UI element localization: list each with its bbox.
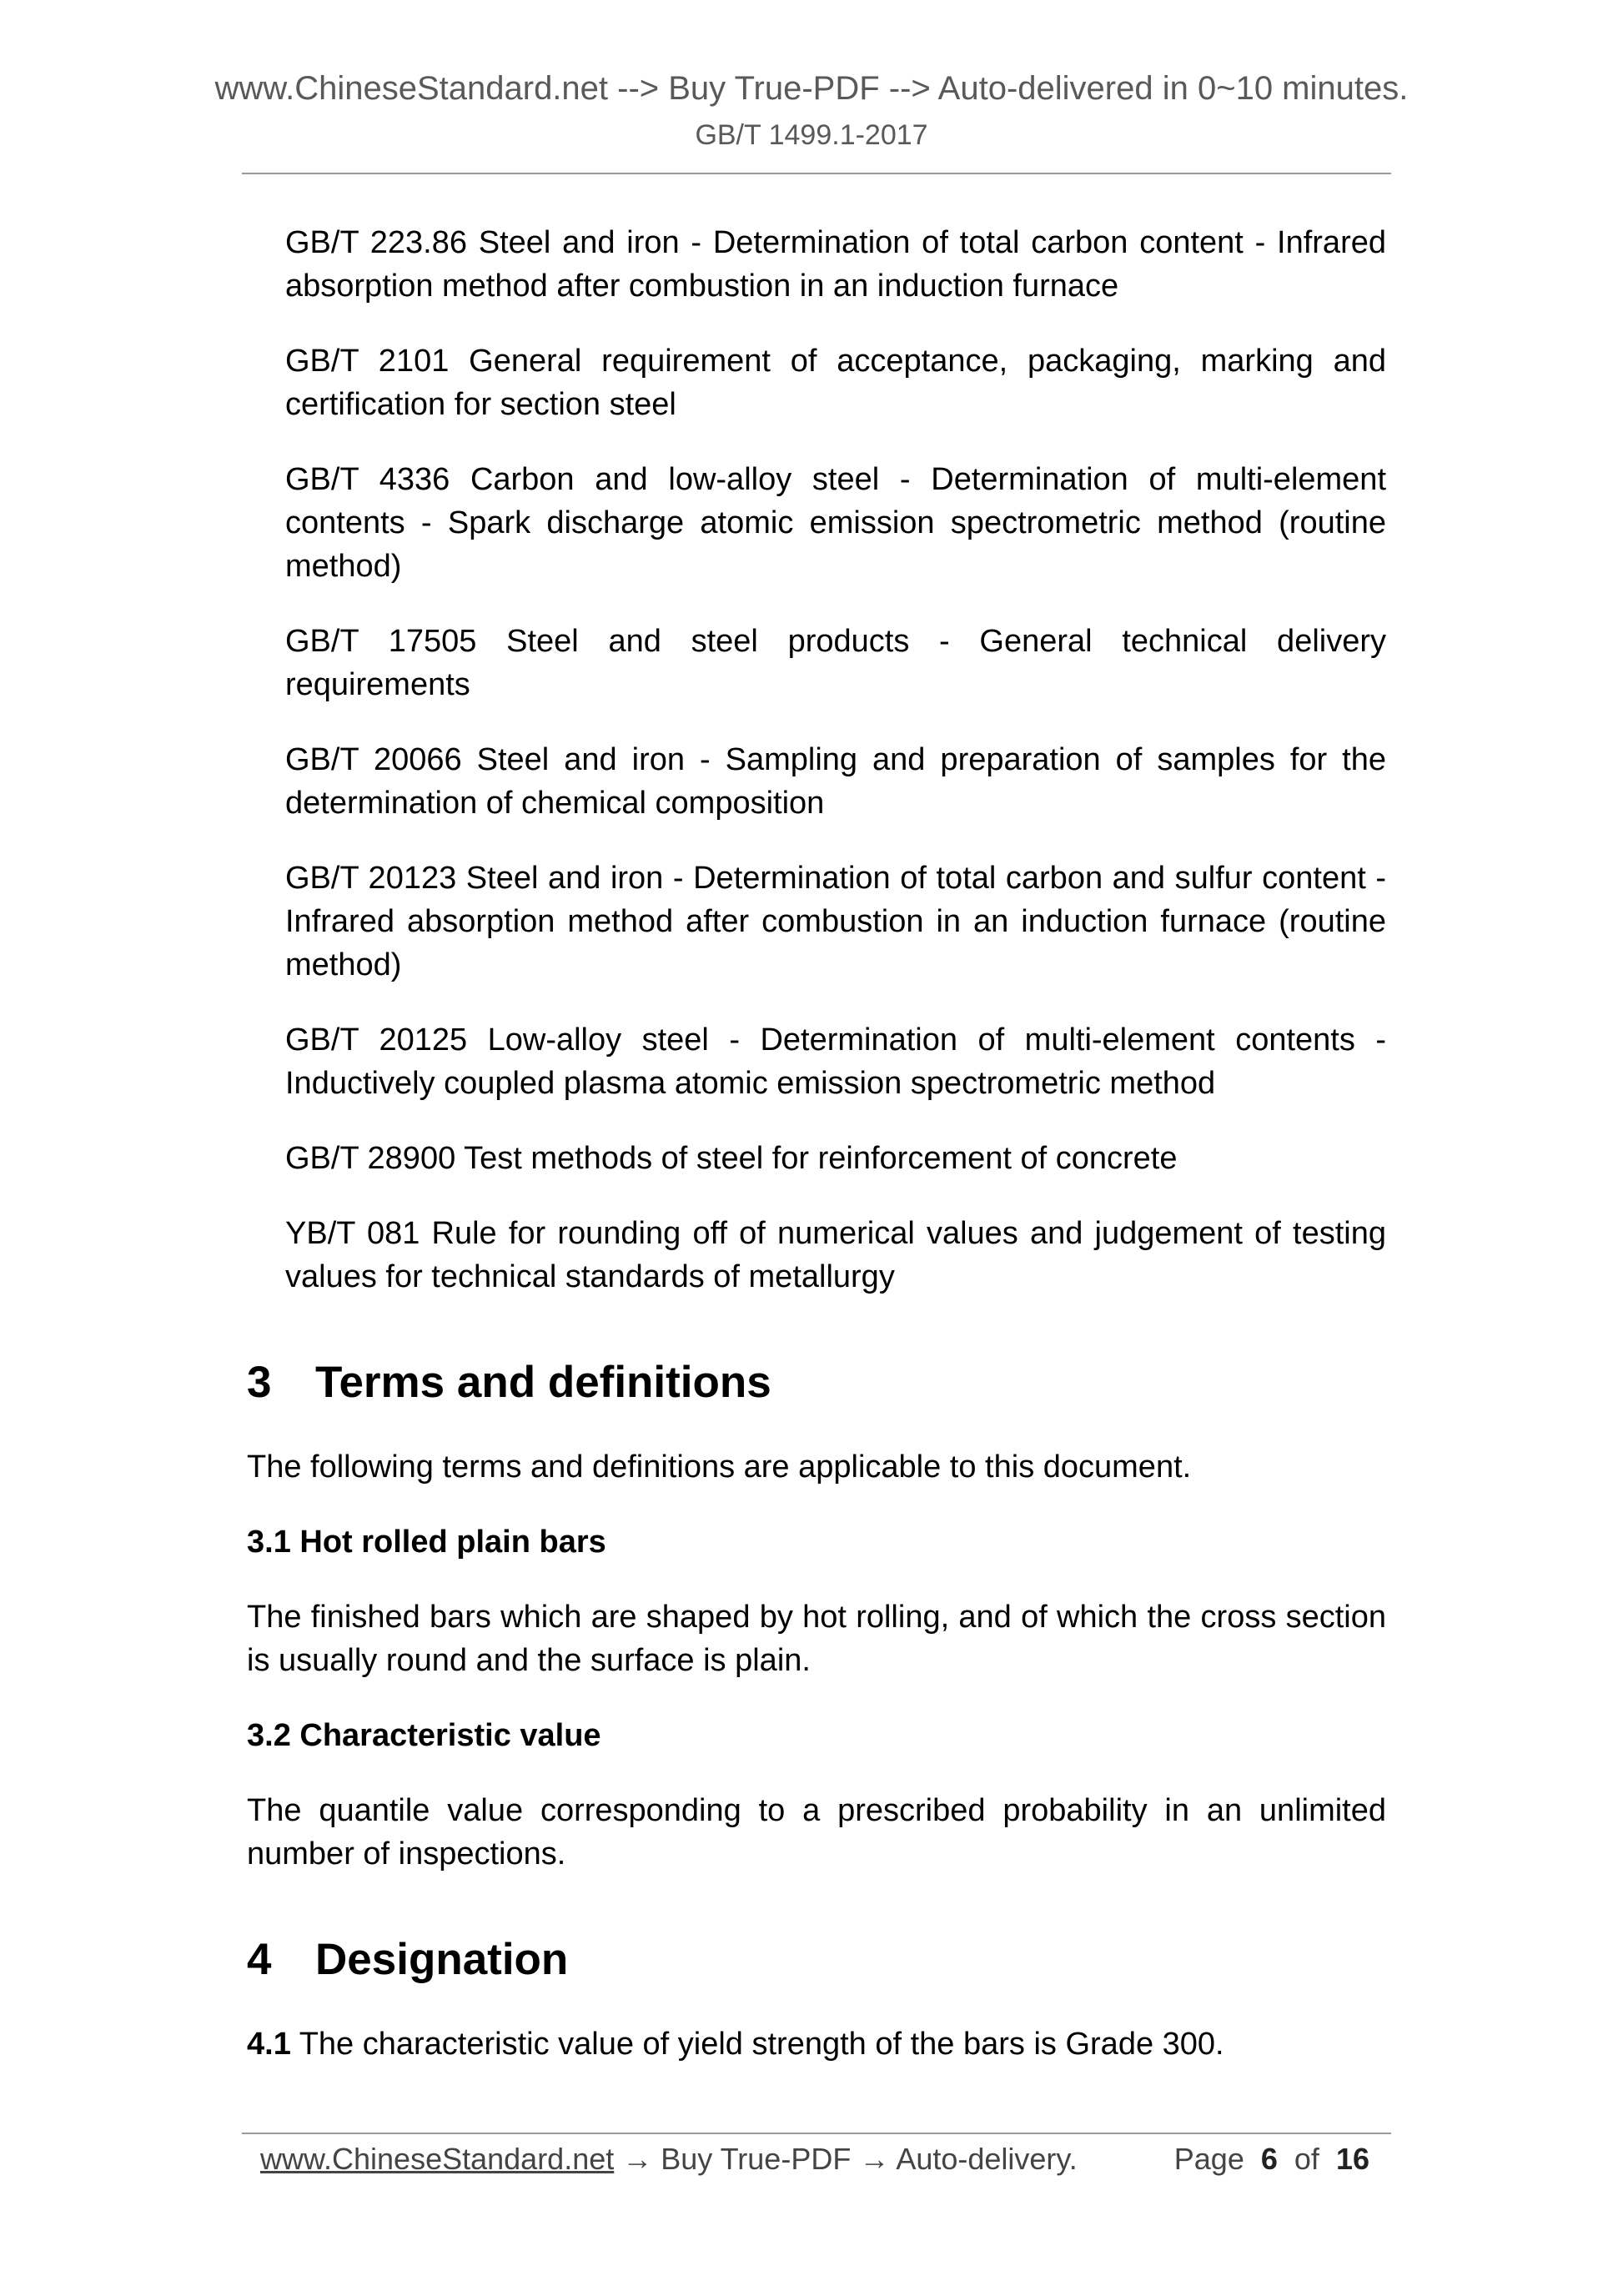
page-word: Page — [1173, 2142, 1244, 2176]
reference-item: YB/T 081 Rule for rounding off of numerical values and judgement of testing values for technical standards of metallurgy — [285, 1216, 1386, 1294]
reference-item: GB/T 20123 Steel and iron - Determination of total carbon and sulfur content - Infrared absorption method after combustion in an induction furnace (routine method) — [285, 861, 1386, 982]
reference-item: GB/T 20066 Steel and iron - Sampling and preparation of samples for the determination of chemical composition — [285, 742, 1386, 821]
header-divider — [242, 173, 1391, 174]
reference-item: GB/T 20125 Low-alloy steel - Determination of multi-element contents - Inductively coupled plasma atomic emission spectrometric method — [285, 1022, 1386, 1101]
term-definition: The finished bars which are shaped by hot rolling, and of which the cross section is usually round and the surface is plain. — [247, 1600, 1386, 1678]
page-footer — [260, 2139, 1369, 2179]
reference-item: GB/T 4336 Carbon and low-alloy steel - Determination of multi-element contents - Spark discharge atomic emission spectrometric method (routine method) — [285, 462, 1386, 584]
clause-text: The characteristic value of yield strength of the bars is Grade 300. — [290, 2027, 1224, 2062]
term-heading: 3.1 Hot rolled plain bars — [247, 1525, 606, 1560]
reference-item: GB/T 28900 Test methods of steel for reinforcement of concrete — [285, 1141, 1178, 1176]
header-banner: www.ChineseStandard.net --> Buy True-PDF --> Auto-delivered in 0~10 minutes. — [214, 70, 1409, 107]
footer-divider — [242, 2133, 1391, 2134]
section-heading-designation — [247, 1931, 1386, 1989]
section-heading-terms — [247, 1354, 1386, 1412]
page-body — [247, 221, 1386, 2098]
page-of: of — [1294, 2142, 1319, 2176]
section-title: Terms and definitions — [315, 1358, 771, 1407]
term-heading: 3.2 Characteristic value — [247, 1718, 601, 1753]
page-total: 16 — [1335, 2142, 1369, 2176]
section-number: 3 — [247, 1358, 272, 1407]
reference-item: GB/T 17505 Steel and steel products - General technical delivery requirements — [285, 624, 1386, 702]
standard-code: GB/T 1499.1-2017 — [695, 119, 928, 151]
term-definition: The quantile value corresponding to a prescribed probability in an unlimited number of inspections. — [247, 1793, 1386, 1871]
reference-item: GB/T 2101 General requirement of acceptance, packaging, marking and certification for section steel — [285, 344, 1386, 422]
footer-link[interactable]: www.ChineseStandard.net — [260, 2142, 615, 2176]
reference-item: GB/T 223.86 Steel and iron - Determination of total carbon content - Infrared absorption method after combustion in an induction furnace — [285, 225, 1386, 304]
section-number: 4 — [247, 1935, 272, 1984]
clause-number: 4.1 — [247, 2027, 291, 2062]
page-indicator — [1174, 2139, 1369, 2179]
page-current: 6 — [1260, 2142, 1278, 2176]
footer-text: → Buy True-PDF → Auto-delivery. — [614, 2142, 1078, 2176]
section-intro: The following terms and definitions are applicable to this document. — [247, 1449, 1192, 1485]
section-title: Designation — [315, 1935, 569, 1984]
clause-4-1 — [247, 2022, 1386, 2066]
